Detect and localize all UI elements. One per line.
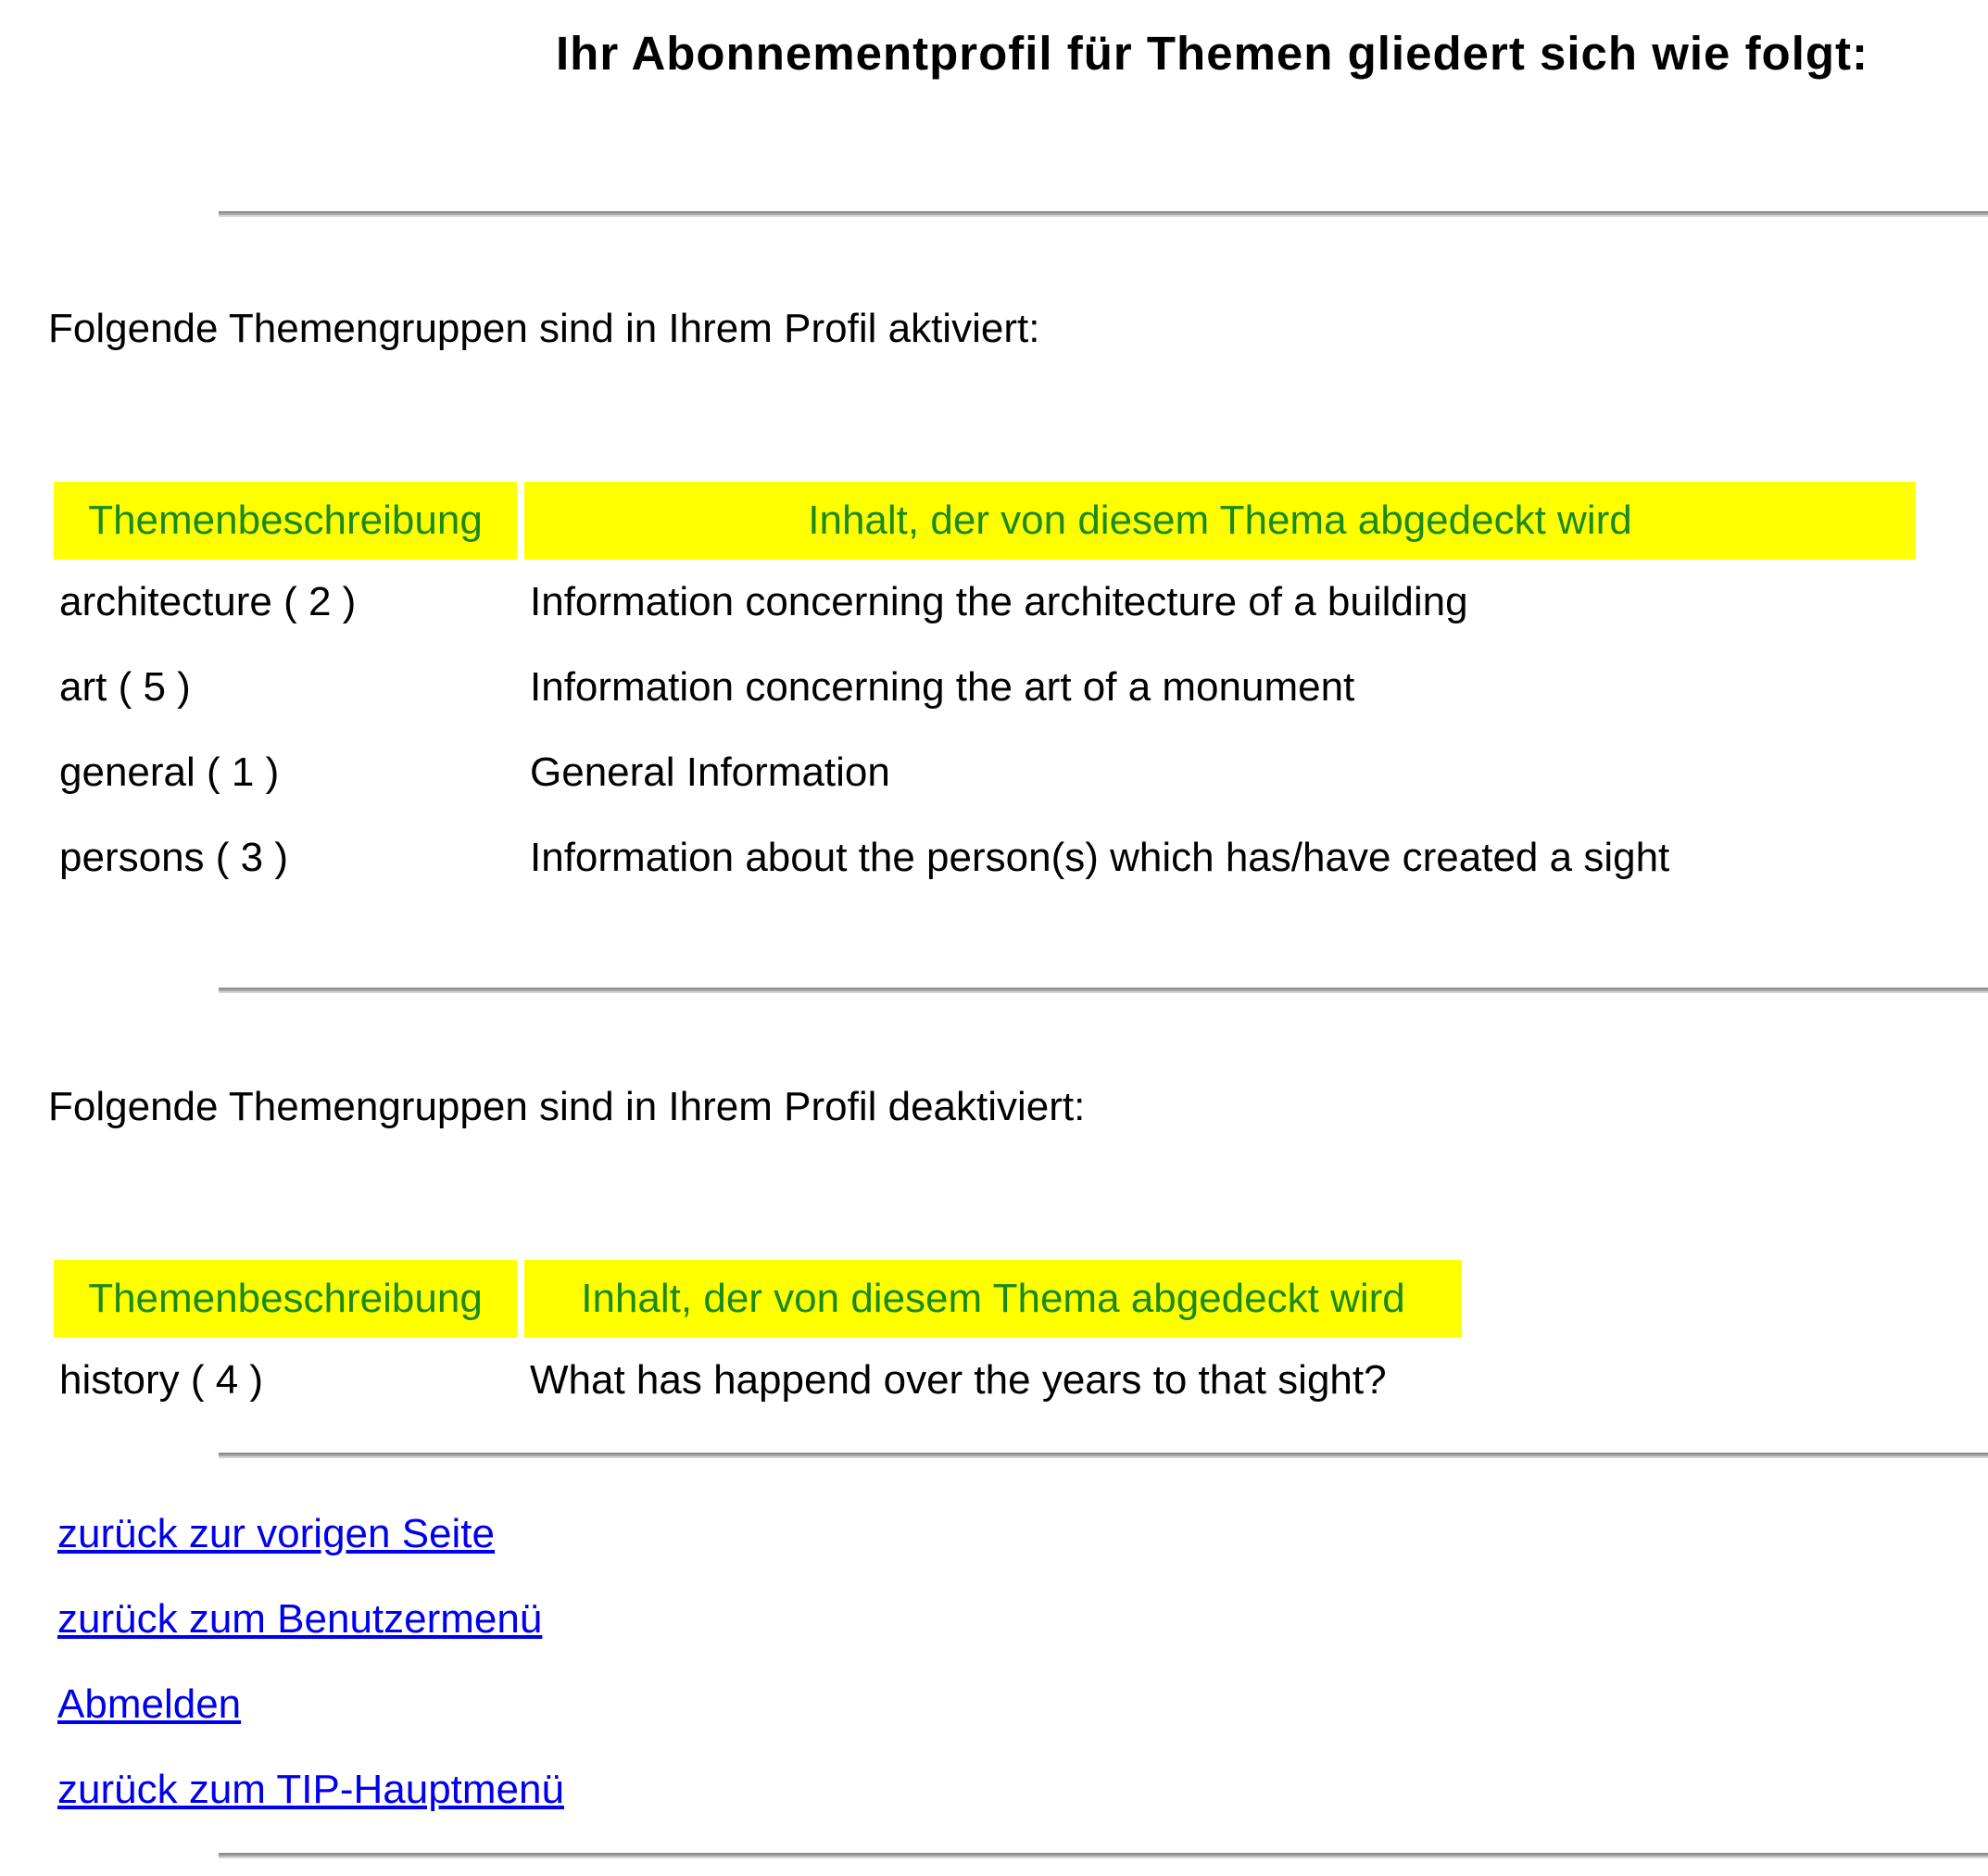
activated-topics-table bbox=[46, 482, 1923, 900]
back-to-previous-page-link[interactable]: zurück zur vorigen Seite bbox=[57, 1511, 495, 1556]
back-to-tip-main-menu-link[interactable]: zurück zum TIP-Hauptmenü bbox=[57, 1767, 564, 1812]
divider bbox=[219, 1853, 1988, 1858]
topic-content: General Information bbox=[530, 749, 890, 795]
topic-content: Information concerning the art of a monument bbox=[530, 664, 1355, 710]
column-header-description: Themenbeschreibung bbox=[54, 482, 517, 560]
topic-content: Information about the person(s) which has/have created a sight bbox=[530, 835, 1670, 880]
table-header-row bbox=[54, 482, 1916, 560]
topic-name: art ( 5 ) bbox=[59, 664, 191, 710]
topic-content: What has happend over the years to that sight? bbox=[530, 1357, 1387, 1403]
logout-link[interactable]: Abmelden bbox=[57, 1681, 242, 1727]
topic-content: Information concerning the architecture of a building bbox=[530, 579, 1468, 624]
back-to-user-menu-link[interactable]: zurück zum Benutzermenü bbox=[57, 1596, 543, 1642]
navigation-links bbox=[57, 1493, 564, 1834]
column-header-content: Inhalt, der von diesem Thema abgedeckt wird bbox=[524, 1260, 1462, 1338]
deactivated-topics-table bbox=[46, 1260, 1469, 1423]
deactivated-section-label: Folgende Themengruppen sind in Ihrem Profil deaktiviert: bbox=[48, 1084, 1086, 1129]
table-row bbox=[54, 1338, 1462, 1423]
topic-name: general ( 1 ) bbox=[59, 749, 280, 795]
divider bbox=[219, 211, 1988, 217]
table-row bbox=[54, 645, 1916, 730]
column-header-description: Themenbeschreibung bbox=[54, 1260, 517, 1338]
table-row bbox=[54, 815, 1916, 900]
table-row bbox=[54, 730, 1916, 815]
divider bbox=[219, 988, 1988, 993]
divider bbox=[219, 1453, 1988, 1458]
topic-name: architecture ( 2 ) bbox=[59, 579, 357, 624]
page-title: Ihr Abonnementprofil für Themen gliedert sich wie folgt: bbox=[556, 27, 1868, 80]
table-row bbox=[54, 560, 1916, 645]
activated-section-label: Folgende Themengruppen sind in Ihrem Profil aktiviert: bbox=[48, 306, 1040, 351]
table-header-row bbox=[54, 1260, 1462, 1338]
topic-name: history ( 4 ) bbox=[59, 1357, 264, 1403]
topic-name: persons ( 3 ) bbox=[59, 835, 288, 880]
column-header-content: Inhalt, der von diesem Thema abgedeckt wird bbox=[524, 482, 1916, 560]
